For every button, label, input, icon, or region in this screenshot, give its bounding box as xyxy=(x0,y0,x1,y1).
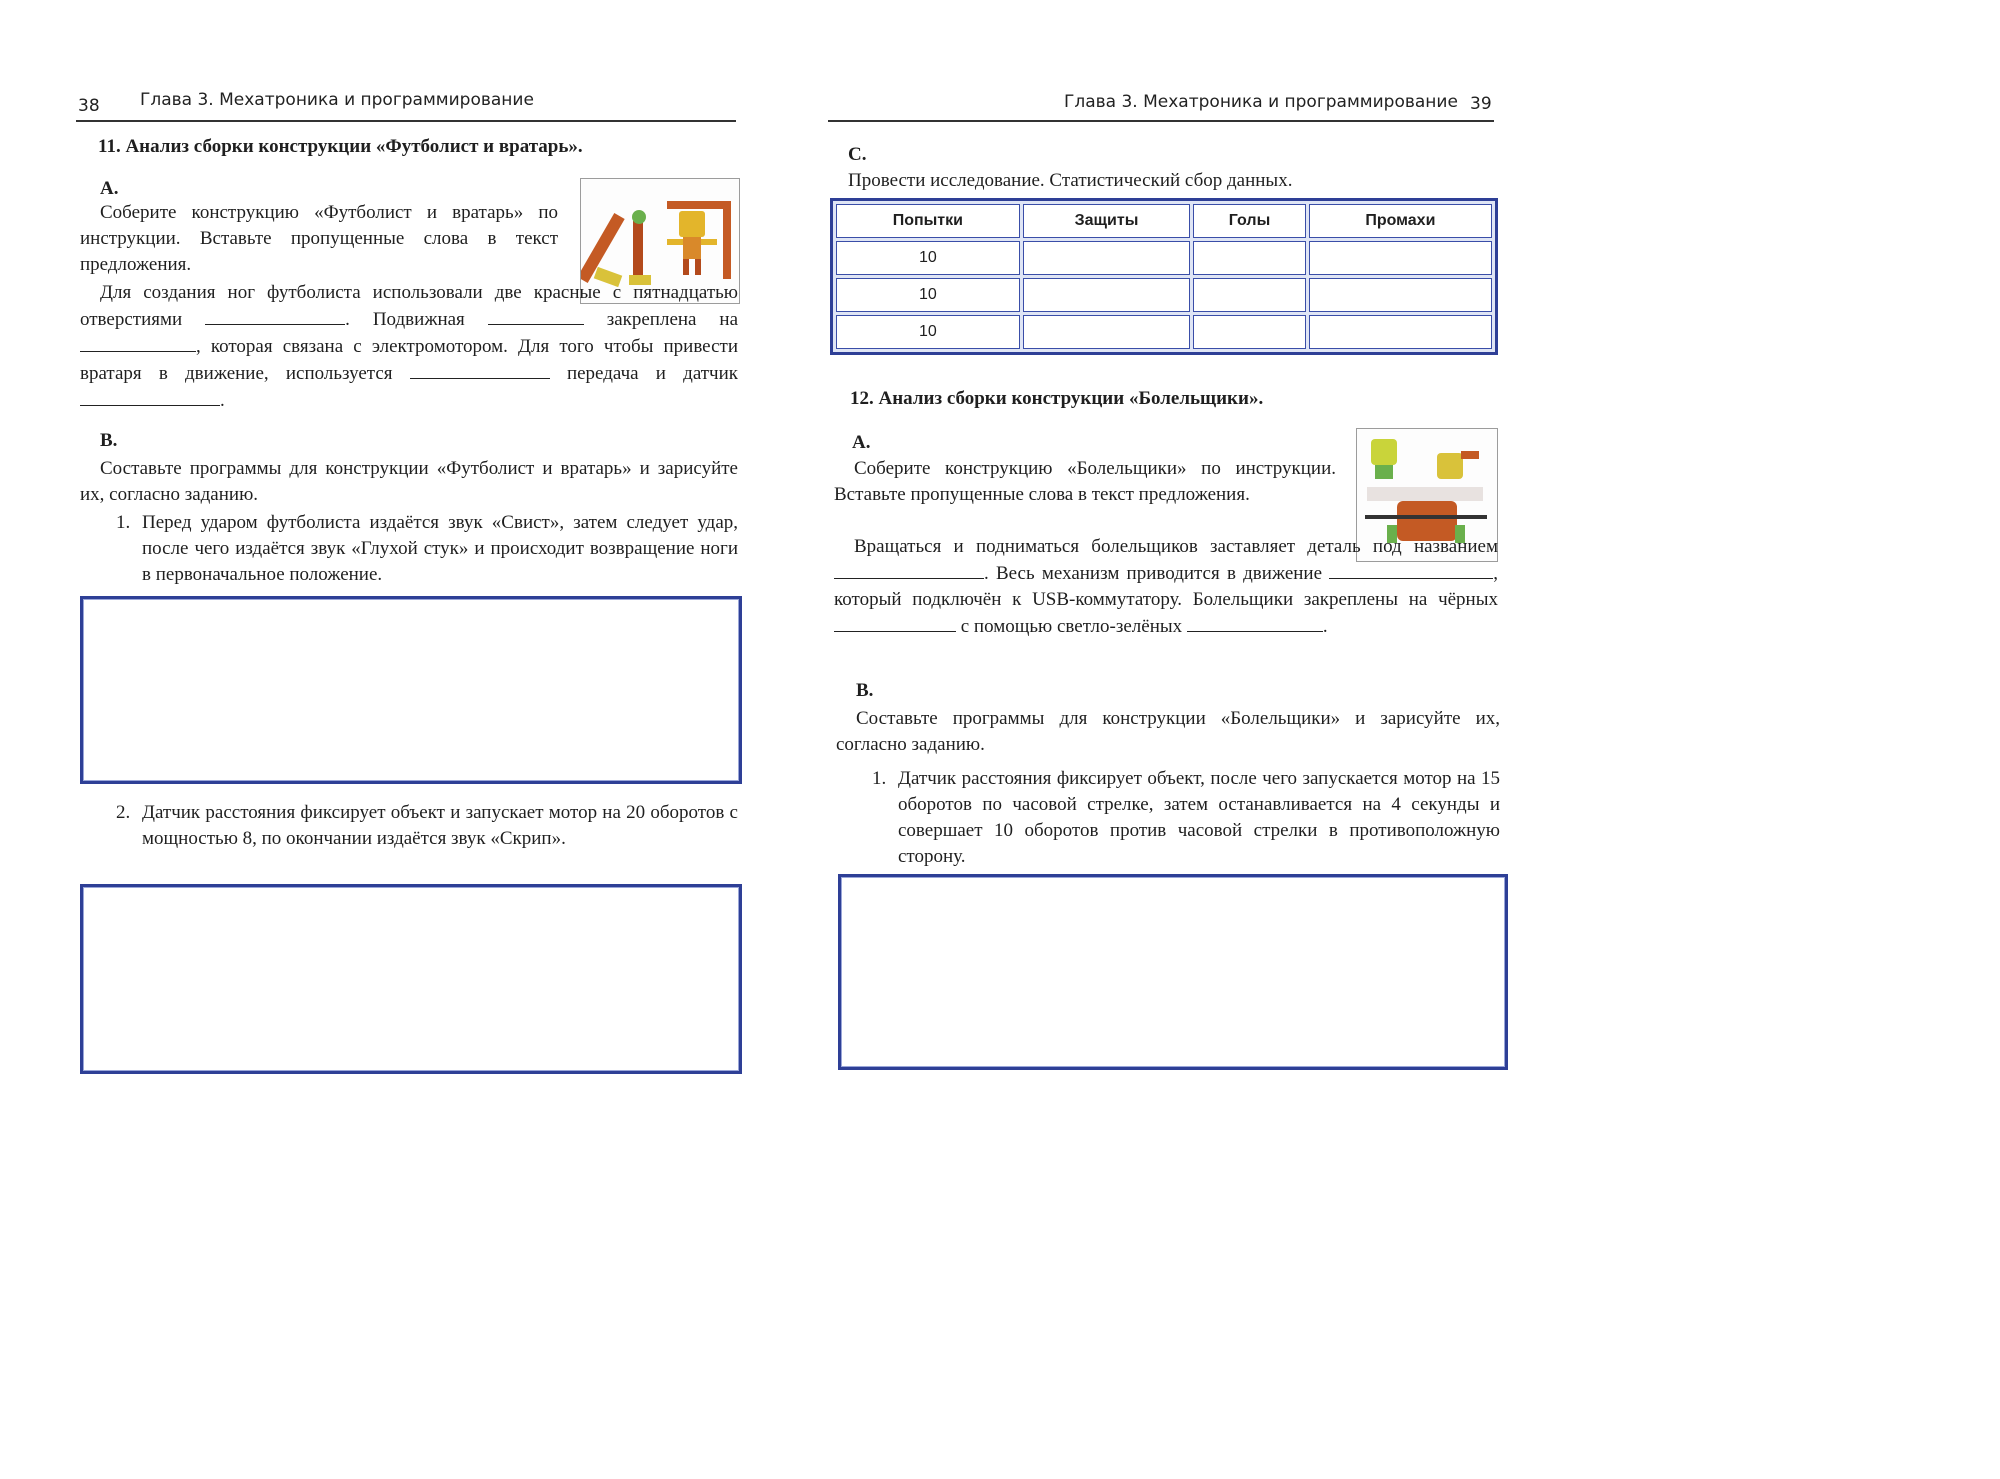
table-cell-goals[interactable] xyxy=(1193,278,1305,312)
table-header-cell: Голы xyxy=(1193,204,1305,238)
part-a-fill-in xyxy=(834,534,1498,640)
header-rule xyxy=(828,120,1494,122)
task-1 xyxy=(116,510,738,588)
part-b-intro xyxy=(836,706,1500,758)
part-b-intro-text: Составьте программы для конструкции «Болельщики» и зарисуйте их, согласно заданию. xyxy=(836,708,1500,755)
table-cell-saves[interactable] xyxy=(1023,278,1191,312)
table-cell-saves[interactable] xyxy=(1023,241,1191,275)
table-header-cell: Промахи xyxy=(1309,204,1492,238)
running-header: Глава 3. Мехатроника и программирование xyxy=(1064,92,1458,112)
page-number: 38 xyxy=(78,96,100,116)
part-b-intro-text: Составьте программы для конструкции «Футболист и вратарь» и зарисуйте их, согласно заданию. xyxy=(80,458,738,505)
fill-sentence-5: передача и датчик xyxy=(566,363,739,384)
table-cell-attempts: 10 xyxy=(836,315,1020,349)
answer-blank-1[interactable] xyxy=(834,560,984,579)
task-1-answer-box[interactable] xyxy=(80,596,742,784)
table-header-cell: Защиты xyxy=(1023,204,1191,238)
part-c-intro xyxy=(848,168,1488,194)
part-a-intro-text: Соберите конструкцию «Болельщики» по инструкции. Вставьте пропущенные слова в текст предложения. xyxy=(834,458,1336,505)
task-1-number: 1. xyxy=(116,512,131,533)
task-1-text: Перед ударом футболиста издаётся звук «Свист», затем следует удар, после чего издаётся звук «Глухой стук» и происходит возвращение ноги в первоначальное положение. xyxy=(142,512,738,585)
fill-sentence-2: . Весь механизм приводится в движение xyxy=(984,563,1323,584)
fill-sentence-1: Вращаться и подниматься болельщиков заставляет деталь под названием xyxy=(854,536,1498,557)
table-row xyxy=(836,315,1492,349)
fill-sentence-3: закреплена на xyxy=(606,309,739,330)
part-a-intro xyxy=(834,456,1336,508)
page-number: 39 xyxy=(1470,94,1492,114)
right-page xyxy=(784,0,1568,1160)
table-row xyxy=(836,278,1492,312)
table-cell-goals[interactable] xyxy=(1193,315,1305,349)
answer-blank-2[interactable] xyxy=(488,306,584,325)
table-row xyxy=(836,241,1492,275)
table-cell-saves[interactable] xyxy=(1023,315,1191,349)
part-b-label: B. xyxy=(856,680,874,701)
part-a-intro-text: Соберите конструкцию «Футболист и вратарь» по инструкции. Вставьте пропущенные слова в текст предложения. xyxy=(80,202,558,275)
fill-sentence-4: с помощью светло-зелёных xyxy=(960,616,1183,637)
fill-sentence-1: Для создания ног футболиста использовали две красные с пятнадцатью отверстиями xyxy=(80,282,738,330)
part-a-label: A. xyxy=(852,432,871,453)
answer-blank-4[interactable] xyxy=(1187,613,1323,632)
fill-sentence-6: . xyxy=(220,390,225,411)
task-2-text: Датчик расстояния фиксирует объект и запускает мотор на 20 оборотов с мощностью 8, по окончании издаётся звук «Скрип». xyxy=(142,802,738,849)
task-1-answer-box[interactable] xyxy=(838,874,1508,1070)
fill-sentence-5: . xyxy=(1322,616,1328,637)
answer-blank-3[interactable] xyxy=(80,333,196,352)
part-b-label: B. xyxy=(100,430,118,451)
table-cell-misses[interactable] xyxy=(1309,315,1492,349)
header-rule xyxy=(76,120,736,122)
answer-blank-2[interactable] xyxy=(1329,560,1493,579)
table-cell-attempts: 10 xyxy=(836,241,1020,275)
fill-sentence-3: , который подключён к USB-коммутатору. Болельщики закреплены на чёрных xyxy=(834,563,1498,610)
part-a-label: A. xyxy=(100,178,119,199)
part-b-intro xyxy=(80,456,738,508)
part-a-intro xyxy=(80,200,558,278)
part-c-label: C. xyxy=(848,144,867,165)
answer-blank-5[interactable] xyxy=(80,387,220,406)
table-cell-attempts: 10 xyxy=(836,278,1020,312)
task-1-number: 1. xyxy=(872,768,887,789)
task-2 xyxy=(116,800,738,852)
task-2-answer-box[interactable] xyxy=(80,884,742,1074)
part-c-intro-text: Провести исследование. Статистический сбор данных. xyxy=(848,170,1293,191)
section-title: 12. Анализ сборки конструкции «Болельщики». xyxy=(850,388,1264,409)
running-header: Глава 3. Мехатроника и программирование xyxy=(140,90,534,110)
fill-sentence-4: , которая связана с электромотором. Для того чтобы привести вратаря в движение, используется xyxy=(80,336,738,384)
part-a-fill-in xyxy=(80,280,738,414)
table-header-row xyxy=(836,204,1492,238)
table-cell-misses[interactable] xyxy=(1309,278,1492,312)
table-header-cell: Попытки xyxy=(836,204,1020,238)
left-page xyxy=(0,0,784,1160)
answer-blank-1[interactable] xyxy=(205,306,345,325)
task-1-text: Датчик расстояния фиксирует объект, после чего запускается мотор на 15 оборотов по часовой стрелке, затем останавливается на 4 секунды и совершает 10 оборотов против часовой стрелки в противоположную сторону. xyxy=(898,768,1500,867)
answer-blank-4[interactable] xyxy=(410,360,550,379)
fill-sentence-2: . Подвижная xyxy=(345,309,465,330)
task-1 xyxy=(872,766,1500,870)
task-2-number: 2. xyxy=(116,802,131,823)
table-cell-misses[interactable] xyxy=(1309,241,1492,275)
answer-blank-3[interactable] xyxy=(834,613,956,632)
section-title: 11. Анализ сборки конструкции «Футболист и вратарь». xyxy=(98,136,583,157)
stats-table xyxy=(830,198,1498,355)
table-cell-goals[interactable] xyxy=(1193,241,1305,275)
